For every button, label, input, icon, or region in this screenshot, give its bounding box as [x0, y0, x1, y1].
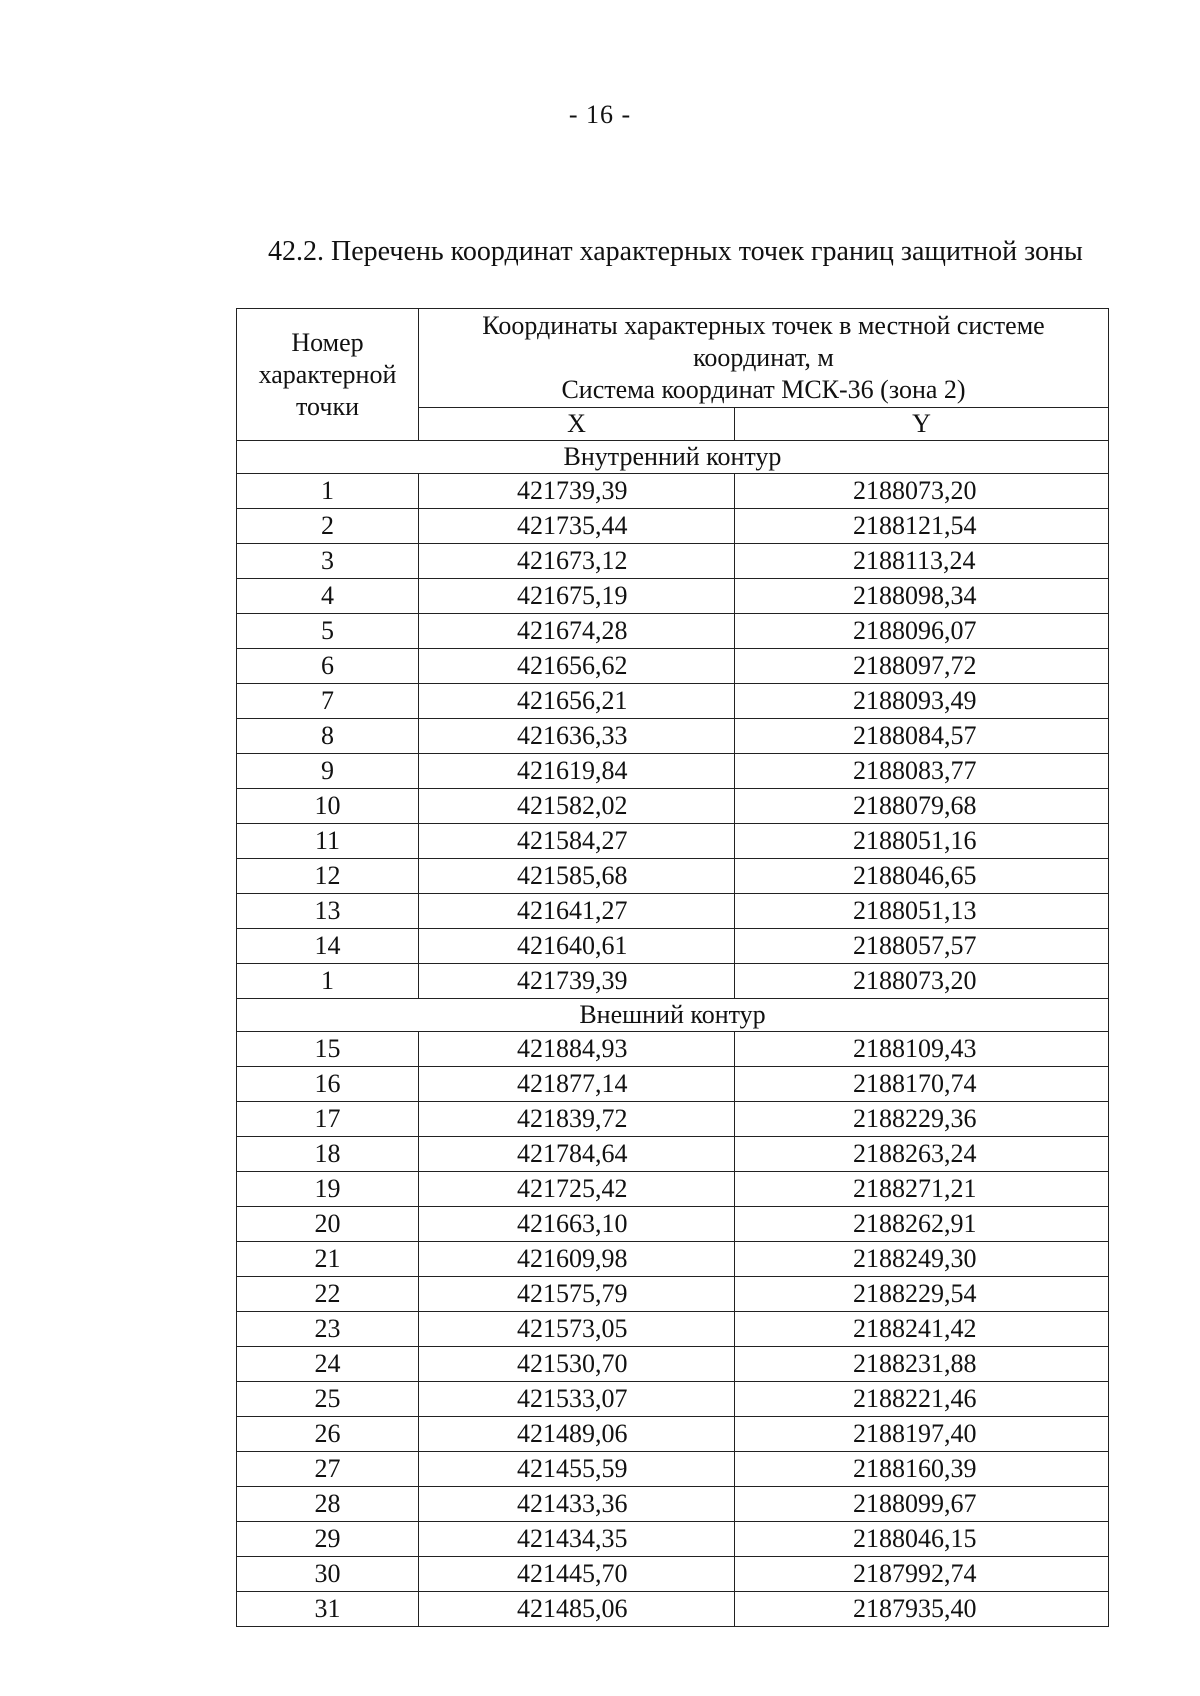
table-row: [237, 1417, 1109, 1452]
y-coordinate-cell: 2188221,46: [735, 1382, 1109, 1417]
point-number-cell: 14: [237, 929, 419, 964]
x-coordinate-cell: 421584,27: [419, 824, 735, 859]
point-number-cell: 13: [237, 894, 419, 929]
table-row: [237, 579, 1109, 614]
table-row: [237, 1522, 1109, 1557]
table-row: [237, 894, 1109, 929]
point-number-cell: 10: [237, 789, 419, 824]
point-number-cell: 15: [237, 1032, 419, 1067]
x-coordinate-cell: 421582,02: [419, 789, 735, 824]
y-coordinate-cell: 2188262,91: [735, 1207, 1109, 1242]
x-coordinate-cell: 421674,28: [419, 614, 735, 649]
point-number-cell: 30: [237, 1557, 419, 1592]
table-row: [237, 1312, 1109, 1347]
x-coordinate-cell: 421656,21: [419, 684, 735, 719]
x-coordinate-cell: 421533,07: [419, 1382, 735, 1417]
coordinates-table: [236, 308, 1109, 1627]
y-coordinate-cell: 2188098,34: [735, 579, 1109, 614]
point-number-cell: 25: [237, 1382, 419, 1417]
table-row: [237, 824, 1109, 859]
point-number-cell: 3: [237, 544, 419, 579]
x-coordinate-cell: 421575,79: [419, 1277, 735, 1312]
section-row: [237, 441, 1109, 474]
table-row: [237, 1137, 1109, 1172]
y-coordinate-cell: 2188057,57: [735, 929, 1109, 964]
y-coordinate-cell: 2188099,67: [735, 1487, 1109, 1522]
table-row: [237, 649, 1109, 684]
table-row: [237, 1347, 1109, 1382]
y-coordinate-cell: 2188241,42: [735, 1312, 1109, 1347]
point-number-cell: 9: [237, 754, 419, 789]
point-number-cell: 22: [237, 1277, 419, 1312]
x-coordinate-cell: 421739,39: [419, 474, 735, 509]
y-coordinate-cell: 2188046,15: [735, 1522, 1109, 1557]
table-row: [237, 614, 1109, 649]
y-coordinate-cell: 2188197,40: [735, 1417, 1109, 1452]
point-number-cell: 1: [237, 474, 419, 509]
x-coordinate-cell: 421656,62: [419, 649, 735, 684]
x-coordinate-cell: 421784,64: [419, 1137, 735, 1172]
x-coordinate-cell: 421884,93: [419, 1032, 735, 1067]
x-coordinate-cell: 421839,72: [419, 1102, 735, 1137]
table-header: [237, 309, 1109, 441]
x-coordinate-cell: 421609,98: [419, 1242, 735, 1277]
y-coordinate-cell: 2188079,68: [735, 789, 1109, 824]
x-coordinate-cell: 421739,39: [419, 964, 735, 999]
table-row: [237, 1277, 1109, 1312]
table-row: [237, 1242, 1109, 1277]
y-coordinate-cell: 2188084,57: [735, 719, 1109, 754]
table-row: [237, 1102, 1109, 1137]
point-number-cell: 29: [237, 1522, 419, 1557]
table-row: [237, 509, 1109, 544]
table-row: [237, 1207, 1109, 1242]
table-row: [237, 1172, 1109, 1207]
document-heading: 42.2. Перечень координат характерных точек границ защитной зоны: [268, 236, 1083, 267]
y-coordinate-cell: 2188249,30: [735, 1242, 1109, 1277]
y-coordinate-cell: 2187935,40: [735, 1592, 1109, 1627]
point-number-cell: 27: [237, 1452, 419, 1487]
x-coordinate-cell: 421530,70: [419, 1347, 735, 1382]
section-row: [237, 999, 1109, 1032]
y-coordinate-cell: 2188083,77: [735, 754, 1109, 789]
y-coordinate-cell: 2188263,24: [735, 1137, 1109, 1172]
table-row: [237, 929, 1109, 964]
coordinates-header-line: Координаты характерных точек в местной системе: [482, 311, 1045, 340]
y-coordinate-cell: 2188231,88: [735, 1347, 1109, 1382]
x-coordinate-cell: 421585,68: [419, 859, 735, 894]
coordinates-header: [419, 309, 1109, 408]
y-coordinate-cell: 2188229,36: [735, 1102, 1109, 1137]
table-row: [237, 1452, 1109, 1487]
y-coordinate-cell: 2188271,21: [735, 1172, 1109, 1207]
point-number-cell: 2: [237, 509, 419, 544]
x-coordinate-cell: 421636,33: [419, 719, 735, 754]
table-row: [237, 719, 1109, 754]
table-row: [237, 1592, 1109, 1627]
y-coordinate-cell: 2188170,74: [735, 1067, 1109, 1102]
point-number-header-line: Номер: [291, 327, 364, 357]
point-number-header-line: характерной: [258, 359, 397, 389]
x-coordinate-cell: 421433,36: [419, 1487, 735, 1522]
y-coordinate-cell: 2188096,07: [735, 614, 1109, 649]
point-number-header-line: точки: [296, 391, 359, 421]
table-row: [237, 964, 1109, 999]
section-title: Внутренний контур: [237, 441, 1109, 474]
table-row: [237, 1382, 1109, 1417]
x-coordinate-cell: 421641,27: [419, 894, 735, 929]
y-coordinate-cell: 2188160,39: [735, 1452, 1109, 1487]
y-coordinate-cell: 2188121,54: [735, 509, 1109, 544]
y-coordinate-cell: 2188229,54: [735, 1277, 1109, 1312]
point-number-cell: 21: [237, 1242, 419, 1277]
table-body: [237, 441, 1109, 1627]
point-number-header: [237, 309, 419, 441]
point-number-cell: 23: [237, 1312, 419, 1347]
table-row: [237, 1557, 1109, 1592]
point-number-cell: 4: [237, 579, 419, 614]
point-number-cell: 19: [237, 1172, 419, 1207]
y-coordinate-cell: 2188051,13: [735, 894, 1109, 929]
table-row: [237, 1067, 1109, 1102]
point-number-cell: 8: [237, 719, 419, 754]
table-row: [237, 1487, 1109, 1522]
point-number-cell: 5: [237, 614, 419, 649]
table-row: [237, 859, 1109, 894]
coordinates-header-line: координат, м: [693, 343, 834, 372]
table-row: [237, 789, 1109, 824]
x-column-header: X: [419, 408, 735, 441]
section-title: Внешний контур: [237, 999, 1109, 1032]
x-coordinate-cell: 421673,12: [419, 544, 735, 579]
point-number-cell: 24: [237, 1347, 419, 1382]
point-number-cell: 1: [237, 964, 419, 999]
y-coordinate-cell: 2188097,72: [735, 649, 1109, 684]
table-row: [237, 474, 1109, 509]
point-number-cell: 28: [237, 1487, 419, 1522]
x-coordinate-cell: 421445,70: [419, 1557, 735, 1592]
point-number-cell: 26: [237, 1417, 419, 1452]
x-coordinate-cell: 421434,35: [419, 1522, 735, 1557]
coordinates-header-line: Система координат МСК-36 (зона 2): [561, 375, 966, 404]
point-number-cell: 17: [237, 1102, 419, 1137]
x-coordinate-cell: 421675,19: [419, 579, 735, 614]
point-number-cell: 18: [237, 1137, 419, 1172]
table-row: [237, 684, 1109, 719]
point-number-cell: 7: [237, 684, 419, 719]
point-number-cell: 31: [237, 1592, 419, 1627]
y-coordinate-cell: 2188051,16: [735, 824, 1109, 859]
x-coordinate-cell: 421619,84: [419, 754, 735, 789]
y-column-header: Y: [735, 408, 1109, 441]
point-number-cell: 6: [237, 649, 419, 684]
point-number-cell: 12: [237, 859, 419, 894]
y-coordinate-cell: 2188046,65: [735, 859, 1109, 894]
point-number-cell: 20: [237, 1207, 419, 1242]
point-number-cell: 16: [237, 1067, 419, 1102]
table-row: [237, 1032, 1109, 1067]
y-coordinate-cell: 2188113,24: [735, 544, 1109, 579]
x-coordinate-cell: 421640,61: [419, 929, 735, 964]
y-coordinate-cell: 2188073,20: [735, 474, 1109, 509]
table-row: [237, 754, 1109, 789]
y-coordinate-cell: 2187992,74: [735, 1557, 1109, 1592]
y-coordinate-cell: 2188073,20: [735, 964, 1109, 999]
y-coordinate-cell: 2188109,43: [735, 1032, 1109, 1067]
x-coordinate-cell: 421455,59: [419, 1452, 735, 1487]
x-coordinate-cell: 421725,42: [419, 1172, 735, 1207]
x-coordinate-cell: 421485,06: [419, 1592, 735, 1627]
x-coordinate-cell: 421663,10: [419, 1207, 735, 1242]
x-coordinate-cell: 421573,05: [419, 1312, 735, 1347]
point-number-cell: 11: [237, 824, 419, 859]
x-coordinate-cell: 421489,06: [419, 1417, 735, 1452]
x-coordinate-cell: 421735,44: [419, 509, 735, 544]
page-number: - 16 -: [568, 100, 632, 129]
y-coordinate-cell: 2188093,49: [735, 684, 1109, 719]
table-row: [237, 544, 1109, 579]
x-coordinate-cell: 421877,14: [419, 1067, 735, 1102]
